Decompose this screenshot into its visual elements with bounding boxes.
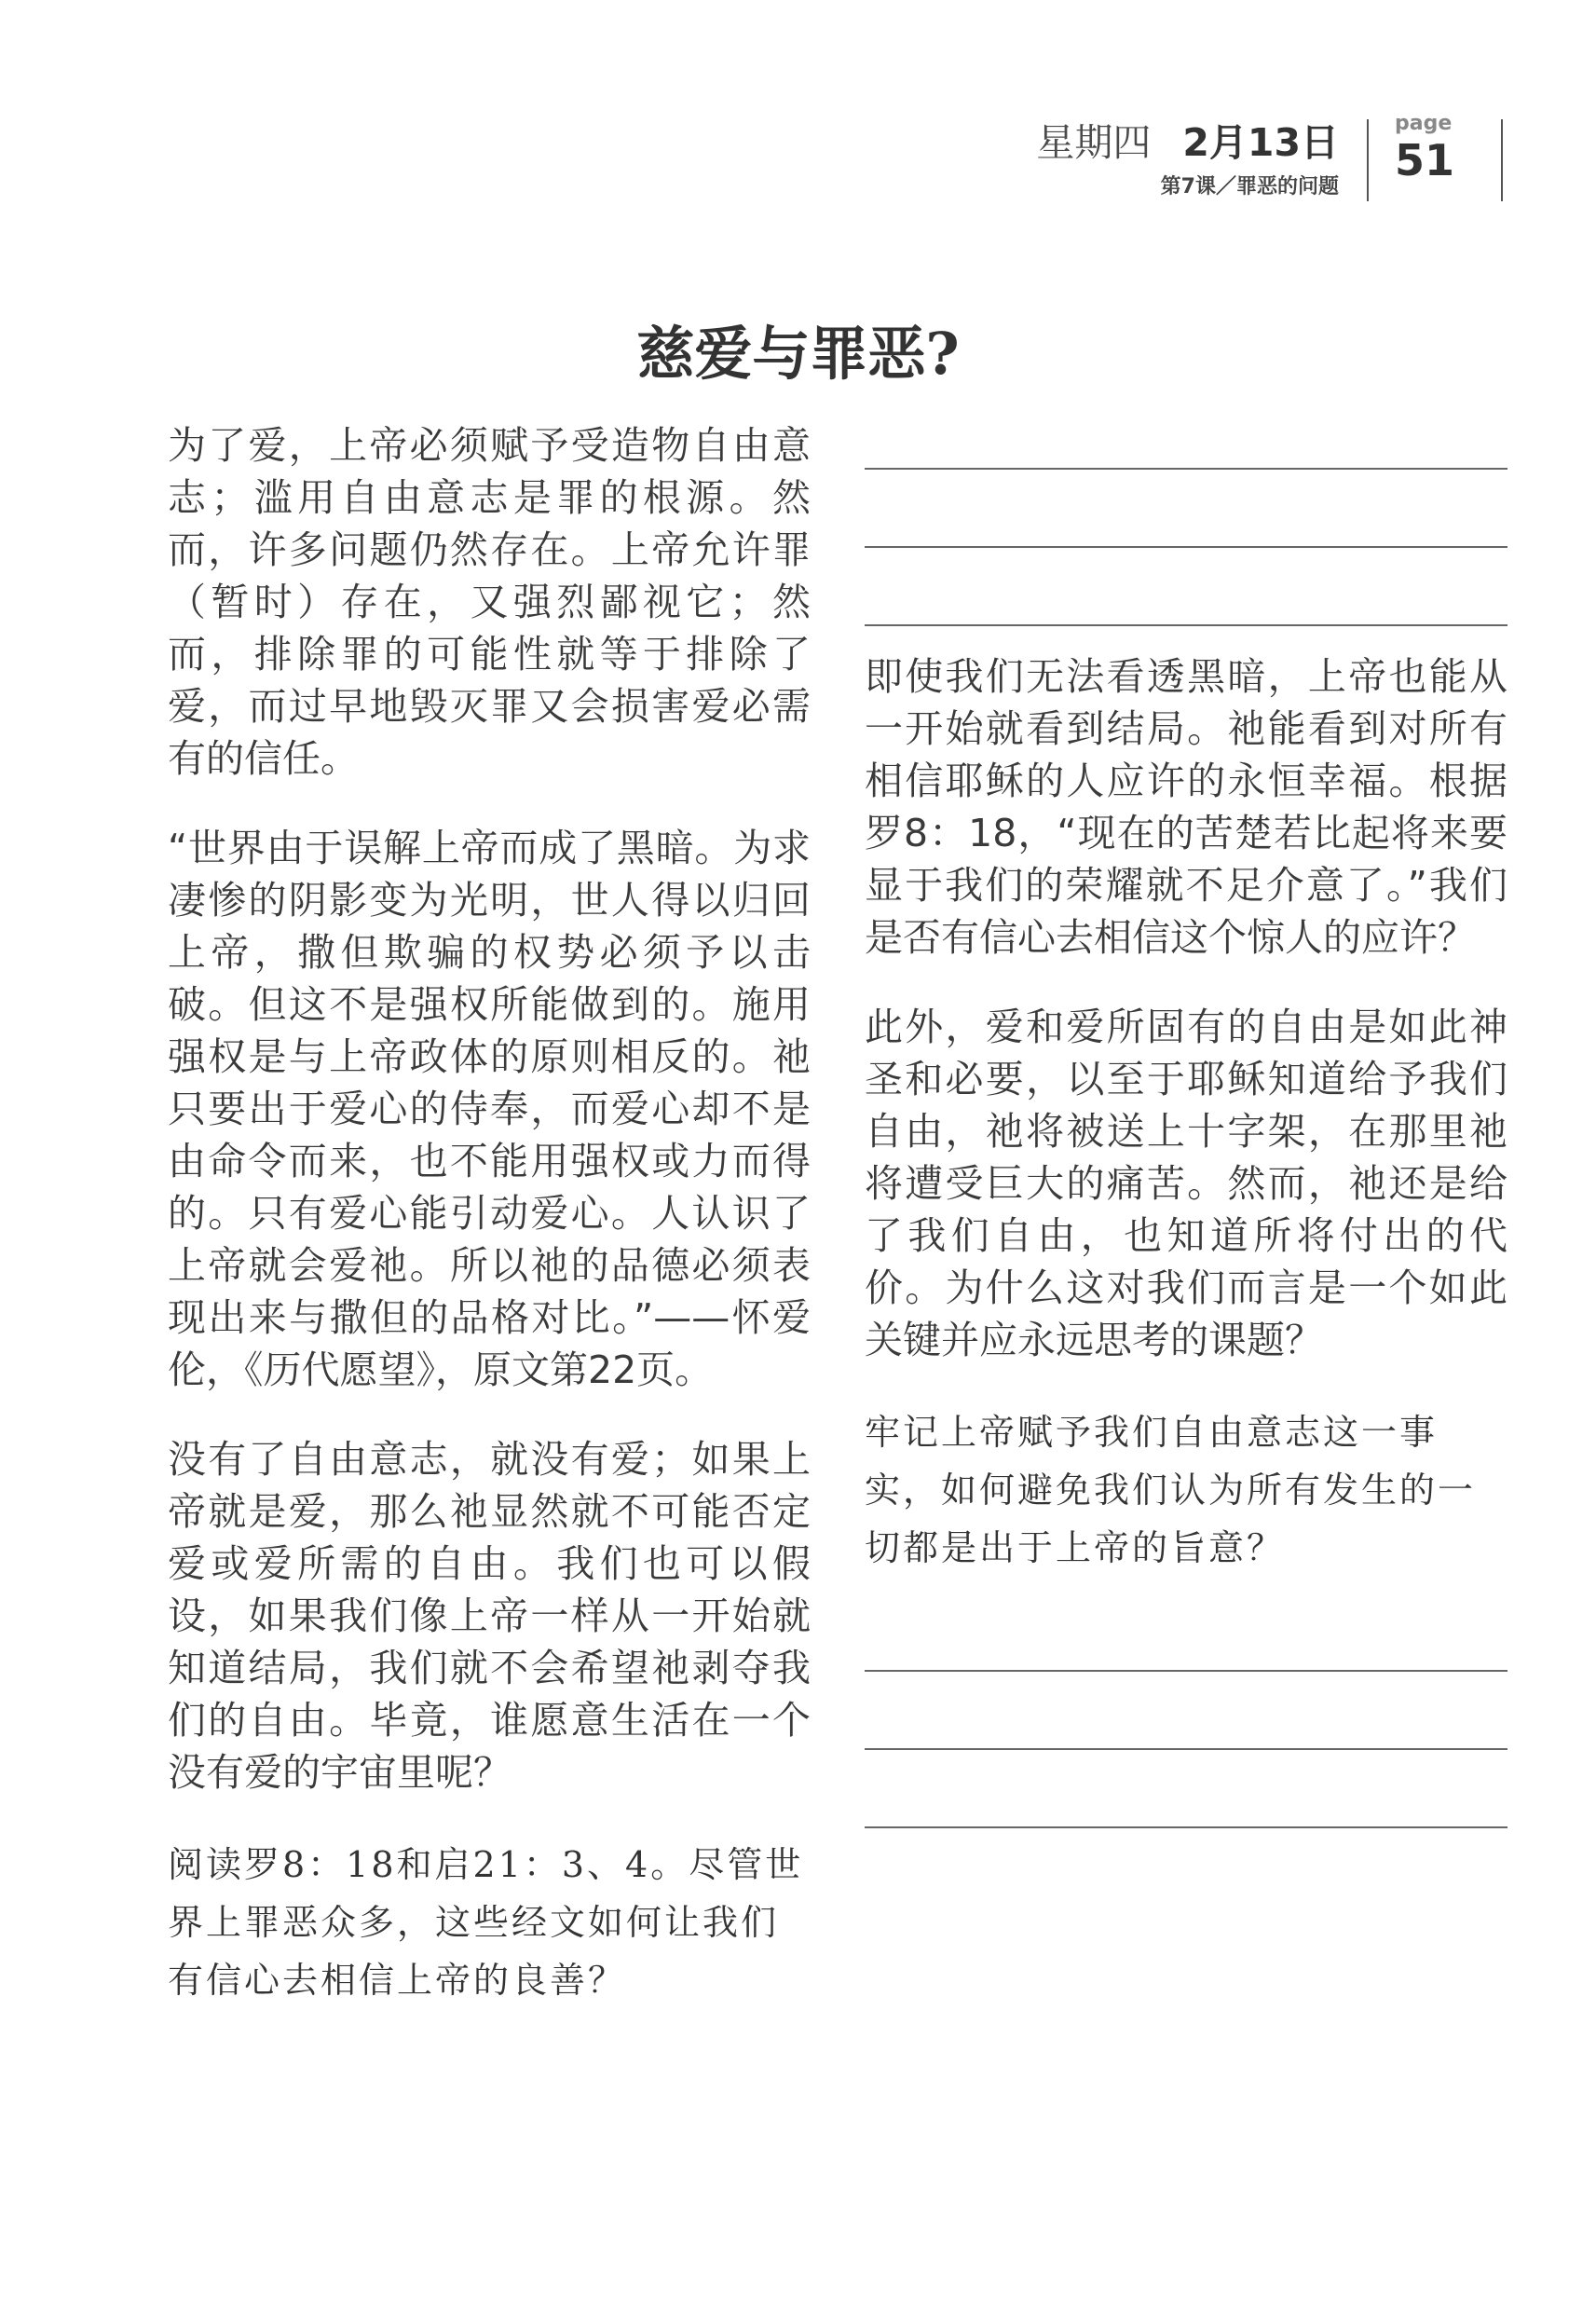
weekday: 星期四 [1036,120,1152,165]
page-label: page [1394,112,1453,135]
answer-line[interactable] [865,624,1507,626]
study-question: 牢记上帝赋予我们自由意志这一事实，如何避免我们认为所有发生的一切都是出于上帝的旨意？ [865,1412,1477,1568]
page-number: 51 [1394,135,1454,185]
body-paragraph: 没有了自由意志，就没有爱；如果上帝就是爱，那么祂显然就不可能否定爱或爱所需的自由。我们也可以假设，如果我们像上帝一样从一开始就知道结局，我们就不会希望祂剥夺我们的自由。毕竟，谁愿意生活在一个没有爱的宇宙里呢？ [168,1437,811,1795]
date: 2月13日 [1182,120,1339,165]
answer-line[interactable] [865,468,1507,470]
header-date-block [1036,112,1339,199]
header-divider [1367,119,1369,201]
answer-line[interactable] [865,1670,1507,1672]
answer-lines-top[interactable] [865,419,1507,626]
study-question: 阅读罗8：18和启21：3、4。尽管世界上罪恶众多，这些经文如何让我们有信心去相信上帝的良善？ [168,1844,804,2001]
body-paragraph: 即使我们无法看透黑暗，上帝也能从一开始就看到结局。祂能看到对所有相信耶稣的人应许的永恒幸福。根据罗8：18，“现在的苦楚若比起将来要显于我们的荣耀就不足介意了。”我们是否有信心去相信这个惊人的应许？ [865,654,1507,960]
body-paragraph: 此外，爱和爱所固有的自由是如此神圣和必要，以至于耶稣知道给予我们自由，祂将被送上十字架，在那里祂将遭受巨大的痛苦。然而，祂还是给了我们自由，也知道所将付出的代价。为什么这对我们而言是一个如此关键并应永远思考的课题？ [865,1005,1507,1362]
header-edge-divider [1501,119,1503,201]
lesson-title: 第7课／罪恶的问题 [1160,175,1339,198]
answer-line[interactable] [865,1826,1507,1828]
answer-line[interactable] [865,1748,1507,1750]
page-title: 慈爱与罪恶? [636,320,960,388]
answer-line[interactable] [865,546,1507,548]
right-column [865,419,1507,1856]
answer-lines-bottom[interactable] [865,1614,1507,1828]
header-date-line [1036,112,1339,167]
left-column [168,419,811,2046]
body-paragraph: 为了爱，上帝必须赋予受造物自由意志；滥用自由意志是罪的根源。然而，许多问题仍然存在。上帝允许罪（暂时）存在，又强烈鄙视它；然而，排除罪的可能性就等于排除了爱，而过早地毁灭罪又会损害爱必需有的信任。 [168,423,811,781]
page-header [1036,112,1503,201]
quote-paragraph: “世界由于误解上帝而成了黑暗。为求凄惨的阴影变为光明，世人得以归回上帝，撒但欺骗的权势必须予以击破。但这不是强权所能做到的。施用强权是与上帝政体的原则相反的。祂只要出于爱心的侍奉，而爱心却不是由命令而来，也不能用强权或力而得的。只有爱心能引动爱心。人认识了上帝就会爱祂。所以祂的品德必须表现出来与撒但的品格对比。”——怀爱伦，《历代愿望》，原文第22页。 [168,826,811,1392]
page-number-block [1394,112,1454,185]
